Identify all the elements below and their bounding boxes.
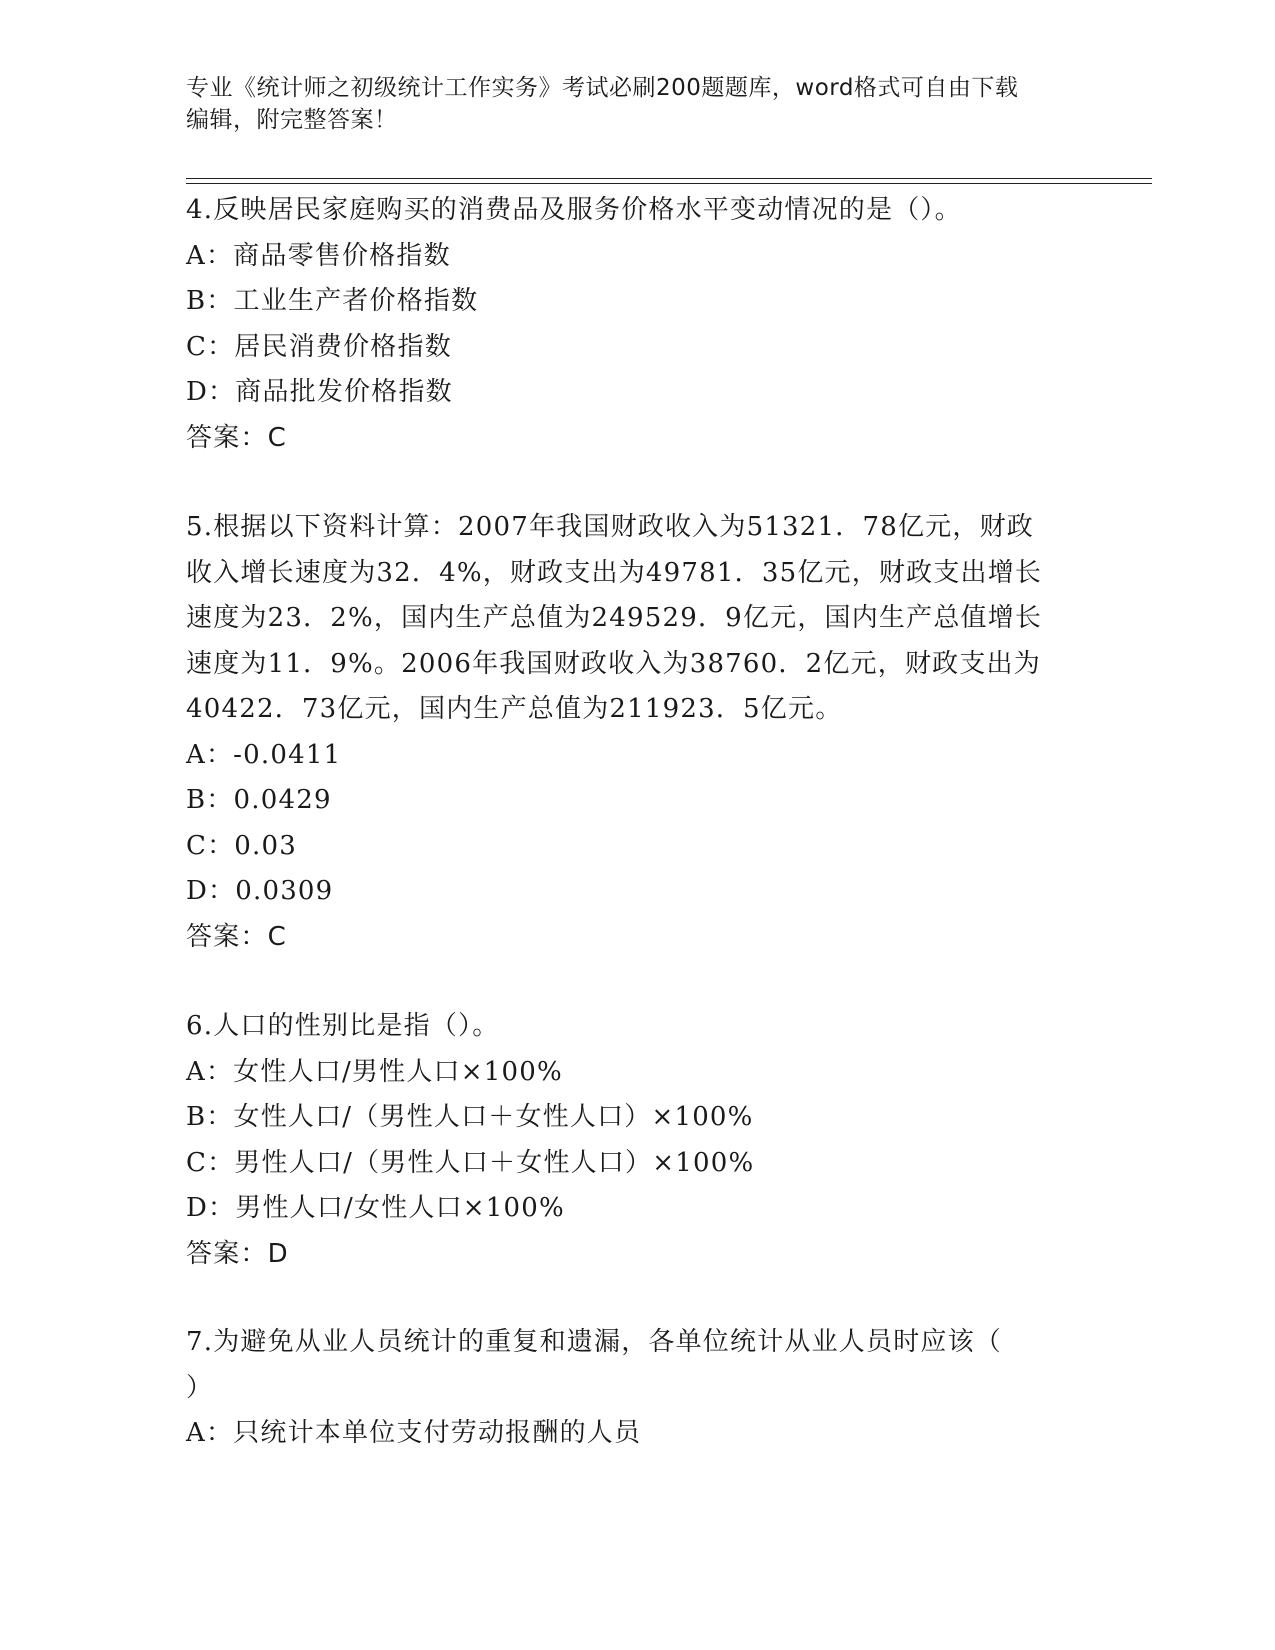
question-stem-line-2: ） bbox=[186, 1372, 214, 1403]
document-header bbox=[186, 72, 1066, 136]
question-stem-line-2: 收入增长速度为32．4%，财政支出为49781．35亿元，财政支出增长 bbox=[186, 557, 1043, 588]
option-a: A：女性人口/男性人口×100% bbox=[186, 1056, 563, 1087]
question-stem-line-4: 速度为11．9%。2006年我国财政收入为38760．2亿元，财政支出为 bbox=[186, 648, 1041, 679]
option-d: D：商品批发价格指数 bbox=[186, 377, 453, 407]
question-4 bbox=[186, 188, 1086, 461]
option-c: C：居民消费价格指数 bbox=[186, 331, 452, 362]
answer: 答案：C bbox=[186, 921, 287, 952]
option-c: C：男性人口/（男性人口＋女性人口）×100% bbox=[186, 1147, 755, 1178]
answer: 答案：C bbox=[186, 422, 287, 453]
option-b: B：女性人口/（男性人口＋女性人口）×100% bbox=[186, 1102, 754, 1132]
question-stem-line-1: 7.为避免从业人员统计的重复和遗漏，各单位统计从业人员时应该（ bbox=[186, 1327, 1003, 1357]
header-divider-bottom bbox=[186, 183, 1152, 184]
answer: 答案：D bbox=[186, 1238, 289, 1269]
question-7 bbox=[186, 1320, 1086, 1457]
question-stem-line-3: 速度为23．2%，国内生产总值为249529．9亿元，国内生产总值增长 bbox=[186, 603, 1043, 633]
option-a: A：只统计本单位支付劳动报酬的人员 bbox=[186, 1418, 642, 1448]
question-stem-line-5: 40422．73亿元，国内生产总值为211923．5亿元。 bbox=[186, 694, 843, 724]
option-d: D：0.0309 bbox=[186, 876, 334, 906]
header-line-1: 专业《统计师之初级统计工作实务》考试必刷200题题库，word格式可自由下载 bbox=[186, 75, 1019, 101]
option-b: B：0.0429 bbox=[186, 785, 332, 815]
option-d: D：男性人口/女性人口×100% bbox=[186, 1193, 565, 1223]
option-a: A：-0.0411 bbox=[186, 739, 342, 770]
question-5 bbox=[186, 505, 1086, 960]
question-stem-line-1: 5.根据以下资料计算：2007年我国财政收入为51321．78亿元，财政 bbox=[186, 512, 1034, 542]
option-a: A：商品零售价格指数 bbox=[186, 240, 451, 271]
question-6 bbox=[186, 1004, 1086, 1277]
question-stem: 4.反映居民家庭购买的消费品及服务价格水平变动情况的是（）。 bbox=[186, 195, 962, 225]
option-b: B：工业生产者价格指数 bbox=[186, 286, 479, 316]
header-line-2: 编辑，附完整答案！ bbox=[186, 107, 398, 133]
option-c: C：0.03 bbox=[186, 830, 297, 861]
header-divider-top bbox=[186, 178, 1152, 179]
question-stem: 6.人口的性别比是指（）。 bbox=[186, 1011, 500, 1041]
